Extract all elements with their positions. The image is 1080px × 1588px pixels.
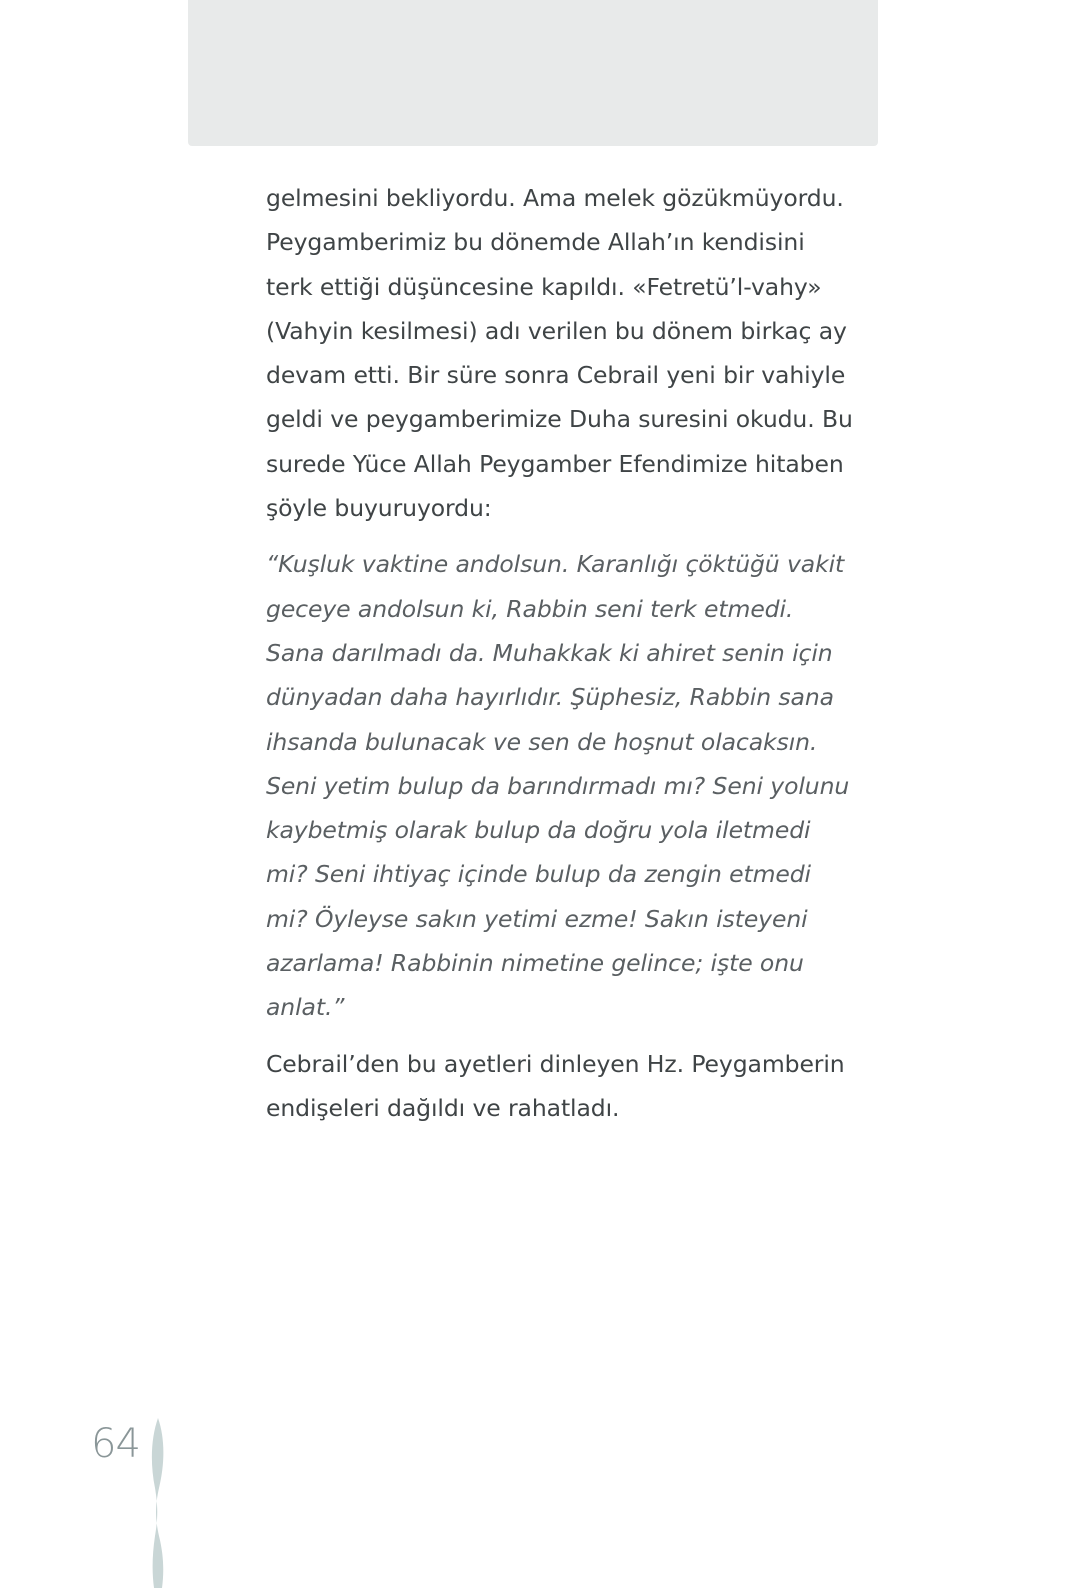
text-line: gelmesini bekliyordu. Ama melek gözükmüyordu. — [266, 184, 844, 212]
text-line: terk ettiği düşüncesine kapıldı. «Fetretü’l-vahy» — [266, 272, 822, 301]
quote-line: Seni yetim bulup da barındırmadı mı? Seni yolunu — [266, 771, 850, 800]
header-band — [188, 0, 878, 146]
text-line: Cebrail’den bu ayetleri dinleyen Hz. Peygamberin — [266, 1049, 845, 1078]
text-line: şöyle buyuruyordu: — [266, 494, 492, 523]
page-number: 64 — [91, 1421, 140, 1467]
intro-paragraph — [266, 176, 853, 530]
quote-line: kaybetmiş olarak bulup da doğru yola iletmedi — [266, 816, 811, 845]
quote-paragraph — [266, 542, 850, 1029]
page-text — [266, 176, 853, 1130]
quote-line: anlat.” — [266, 993, 345, 1022]
quote-line: mi? Öyleyse sakın yetimi ezme! Sakın isteyeni — [266, 904, 808, 933]
quote-line: ihsanda bulunacak ve sen de hoşnut olacaksın. — [266, 727, 818, 756]
quote-line: dünyadan daha hayırlıdır. Şüphesiz, Rabbin sana — [266, 683, 834, 712]
quote-line: azarlama! Rabbinin nimetine gelince; işte onu — [266, 949, 804, 978]
text-line: Peygamberimiz bu dönemde Allah’ın kendisini — [266, 228, 805, 257]
page-edge-ornament — [146, 1418, 170, 1588]
text-line: devam etti. Bir süre sonra Cebrail yeni bir vahiyle — [266, 361, 846, 390]
quote-line: “Kuşluk vaktine andolsun. Karanlığı çöktüğü vakit — [266, 550, 845, 579]
quote-line: geceye andolsun ki, Rabbin seni terk etmedi. — [266, 594, 794, 623]
text-line: geldi ve peygamberimize Duha suresini okudu. Bu — [266, 405, 853, 434]
text-line: endişeleri dağıldı ve rahatladı. — [266, 1093, 620, 1122]
quote-line: mi? Seni ihtiyaç içinde bulup da zengin etmedi — [266, 860, 811, 889]
text-line: surede Yüce Allah Peygamber Efendimize hitaben — [266, 449, 844, 478]
closing-paragraph — [266, 1042, 845, 1131]
quote-line: Sana darılmadı da. Muhakkak ki ahiret senin için — [266, 638, 833, 667]
text-line: (Vahyin kesilmesi) adı verilen bu dönem birkaç ay — [266, 316, 847, 345]
